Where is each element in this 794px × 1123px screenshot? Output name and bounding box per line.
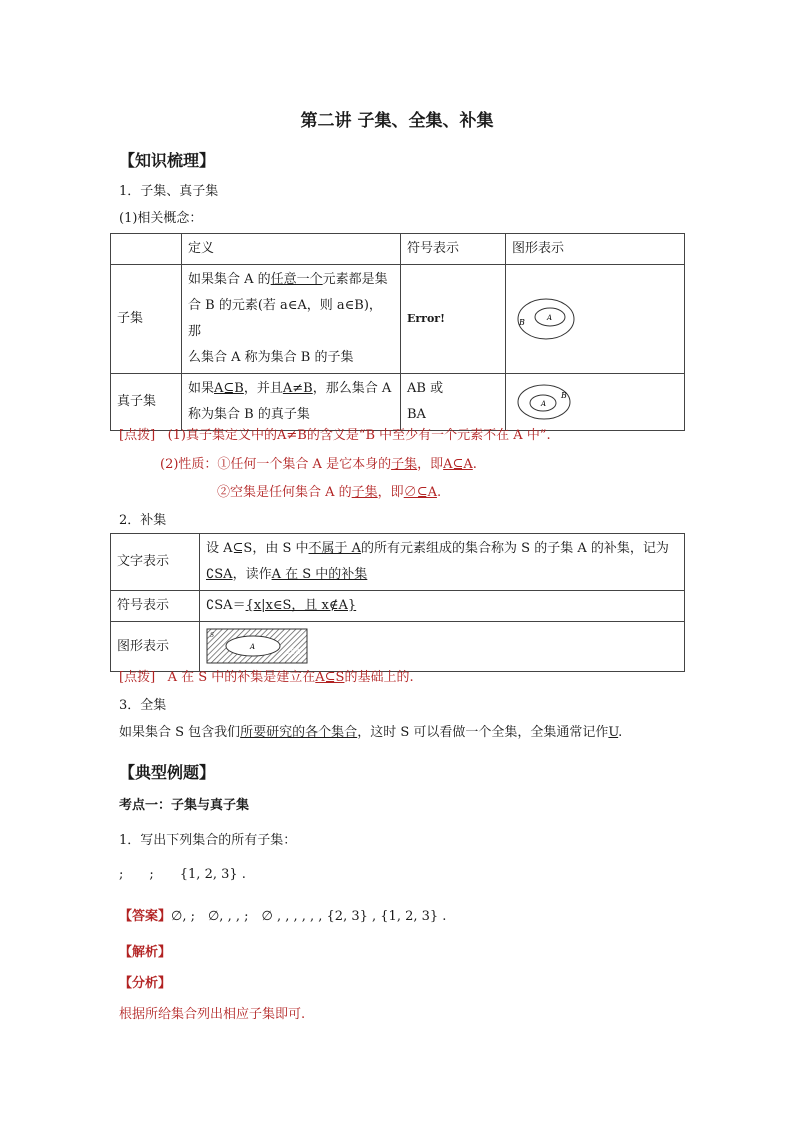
tip-2: [点拨] A 在 S 中的补集是建立在A⊆S的基础上的. [119,670,414,685]
table-header-figure: 图形表示 [506,234,685,265]
venn-label-b: B [561,391,567,400]
venn-label-a: A [547,314,553,322]
row-proper-subset-name: 真子集 [111,374,182,431]
venn-label-b: B [519,318,525,327]
conclusion-text: 根据所给集合列出相应子集即可. [119,1007,306,1022]
complement-label-a: A [250,642,256,651]
tip-1-line-2: (2)性质：①任何一个集合 A 是它本身的子集，即A⊆A. [160,457,477,472]
knowledge-heading: 【知识梳理】 [119,151,216,170]
examples-heading: 【典型例题】 [119,763,216,782]
jiexi-label: 【解析】 [119,945,172,960]
section-3-heading: 3．全集 [119,698,167,713]
subset-venn-diagram [506,265,685,374]
concept-table [110,233,685,431]
page-title: 第二讲 子集、全集、补集 [300,111,494,131]
row-subset-definition: 如果集合 A 的任意一个元素都是集 合 B 的元素(若 a∈A，则 a∈B)，那 么集合 A 称为集合 B 的子集 [182,265,401,374]
row-subset-name: 子集 [111,265,182,374]
table-header-symbol: 符号表示 [401,234,506,265]
question-1-text: 1．写出下列集合的所有子集： [119,833,297,848]
complement-venn-diagram [200,622,685,672]
venn-label-a: A [541,400,547,408]
table-header-definition: 定义 [182,234,401,265]
complement-symbol-value: ∁SA＝{x|x∈S，且 x∉A} [200,591,685,622]
table-header-empty [111,234,182,265]
complement-text-definition: 设 A⊆S，由 S 中不属于 A的所有元素组成的集合称为 S 的子集 A 的补集，记为 ∁SA，读作A 在 S 中的补集 [200,534,685,591]
tip-1-line-1: [点拨] (1)真子集定义中的A≠B的含义是“B 中至少有一个元素不在 A 中”. [119,428,551,443]
complement-symbol-label: 符号表示 [111,591,200,622]
section-3-text: 如果集合 S 包含我们所要研究的各个集合，这时 S 可以看做一个全集，全集通常记作U. [119,725,623,740]
question-1-answer: 【答案】∅, ; ∅, , , ; ∅ , , , , , , {2, 3} , {1, 2, 3} . [119,909,447,924]
section-1-sub: (1)相关概念： [119,211,203,226]
row-proper-subset-definition: 如果A⊆B，并且A≠B，那么集合 A 称为集合 B 的真子集 [182,374,401,431]
section-1-heading: 1．子集、真子集 [119,184,219,199]
tip-1-line-3: ②空集是任何集合 A 的子集，即∅⊆A. [217,485,442,500]
kaodian-heading: 考点一：子集与真子集 [119,798,250,813]
proper-subset-venn-diagram [506,374,685,431]
complement-label-s: S [210,631,215,639]
fenxi-label: 【分析】 [119,976,172,991]
complement-label-csa: ∁SA [286,647,301,656]
complement-text-label: 文字表示 [111,534,200,591]
row-subset-symbol: Error! [401,265,506,374]
section-2-heading: 2．补集 [119,513,167,528]
question-1-sets: ; ; {1, 2, 3} . [119,867,246,882]
complement-table [110,533,685,672]
complement-figure-label: 图形表示 [111,622,200,672]
row-proper-subset-symbol: AB 或 BA [401,374,506,431]
